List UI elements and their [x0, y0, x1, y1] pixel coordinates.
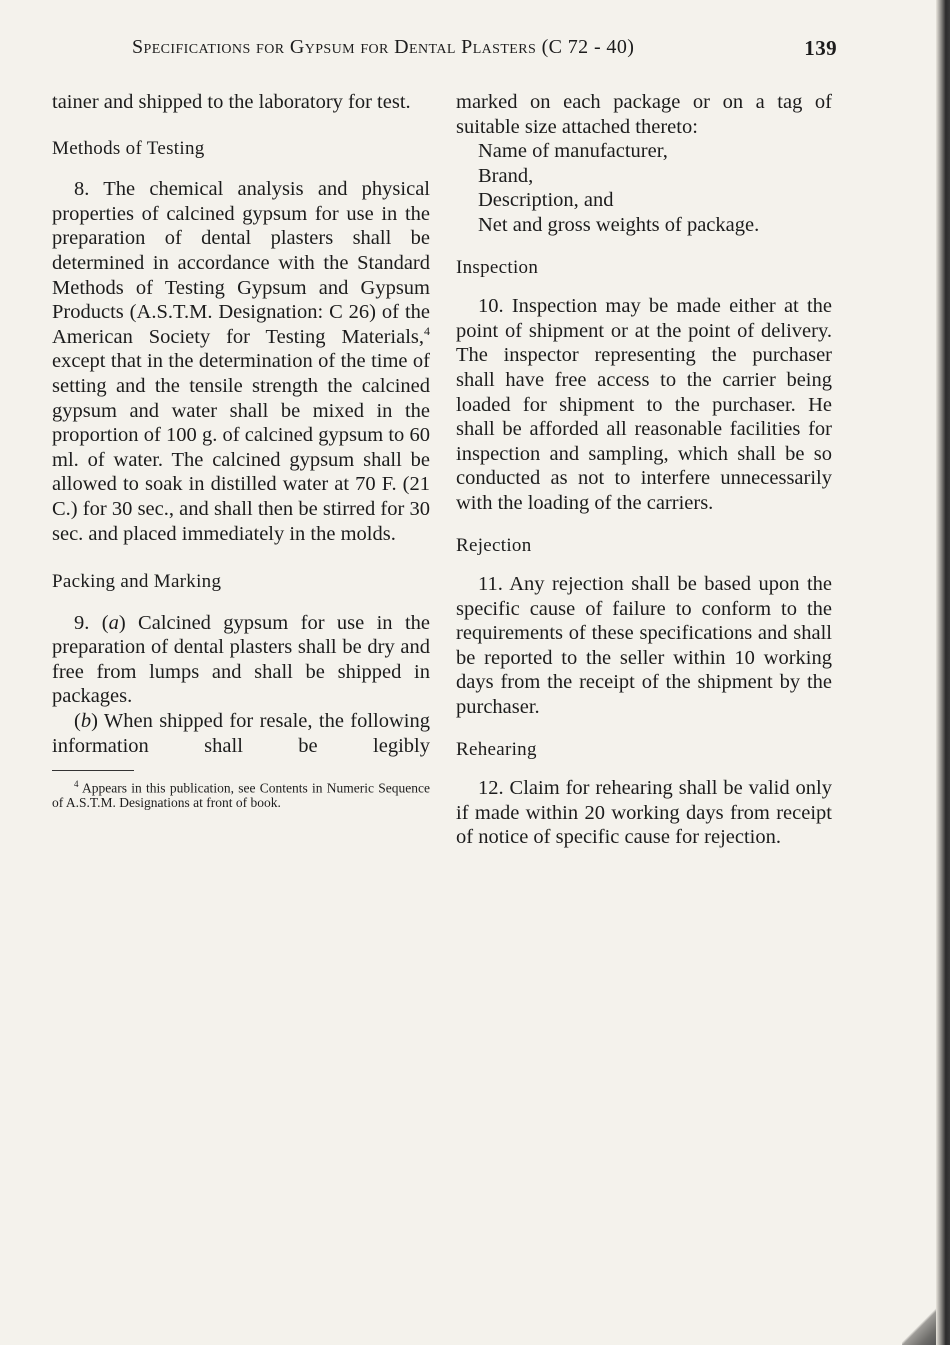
section-12-paragraph: 12. Claim for rehearing shall be valid only if made within 20 working days from receipt of notice of specific cause for rejection. [456, 777, 832, 849]
footnote-marker: 4 [74, 779, 79, 790]
section-11-paragraph: 11. Any rejection shall be based upon the specific cause of failure to conform to the requirements of these specifications and shall be reported to the seller within 10 working days from the receipt of the shipment by the purchaser. [456, 573, 832, 719]
section-9a-number: 9. ( [74, 611, 109, 634]
section-10-paragraph: 10. Inspection may be made either at the point of shipment or at the point of delivery. The inspector representing the purchaser shall have free access to the carrier being loaded for shipment to the purchaser. He shall be afforded all reasonable facilities for inspection and sampling, which shall be so conducted as not to interfere unnecessarily with the loading of the carriers. [456, 295, 832, 514]
section-9b-letter: b [80, 710, 92, 733]
section-9a-paragraph [52, 611, 430, 709]
continued-paragraph: tainer and shipped to the laboratory for test. [52, 91, 411, 113]
section-9b-text: ) When shipped for resale, the following information shall be legibly [52, 710, 430, 757]
page-edge-shadow [936, 0, 950, 1345]
heading-rejection: Rejection [456, 534, 532, 556]
heading-methods-of-testing: Methods of Testing [52, 137, 205, 159]
heading-inspection: Inspection [456, 256, 539, 278]
footnote-reference[interactable]: 4 [424, 323, 430, 338]
page-corner-fold [902, 1305, 936, 1345]
footnote [52, 777, 430, 810]
heading-rehearing: Rehearing [456, 738, 537, 760]
running-title: Specifications for Gypsum for Dental Plasters (C 72 - 40) [132, 36, 635, 58]
list-item: Description, and [478, 189, 614, 212]
footnote-divider [52, 770, 134, 771]
heading-packing-and-marking: Packing and Marking [52, 571, 222, 593]
footnote-text: Appears in this publication, see Contents in Numeric Sequence of A.S.T.M. Designations at front of book. [52, 780, 430, 810]
list-item: Name of manufacturer, [478, 140, 668, 163]
continued-paragraph-right: marked on each package or on a tag of suitable size attached thereto: [456, 91, 832, 138]
list-item: Net and gross weights of package. [478, 213, 760, 236]
section-9a-text: ) Calcined gypsum for use in the preparation of dental plasters shall be dry and free from lumps and shall be shipped in packages. [52, 611, 430, 708]
left-column [52, 90, 430, 810]
section-8-text-a: 8. The chemical analysis and physical properties of calcined gypsum for use in the preparation of dental plasters shall be determined in accordance with the Standard Methods of Testing Gypsum and Gypsum Products (A.S.T.M. Designation: C 26) of the American Society for Testing Materials, [52, 178, 430, 348]
section-8-paragraph [52, 177, 430, 546]
section-9b-open: ( [74, 710, 81, 733]
list-item: Brand, [478, 164, 534, 187]
section-9b-paragraph [52, 709, 430, 758]
marking-list [456, 139, 832, 237]
page-number: 139 [804, 36, 837, 60]
right-column [456, 90, 832, 850]
running-header [132, 36, 837, 66]
section-8-text-b: except that in the determination of the time of setting and the tensile strength the calcined gypsum and water shall be mixed in the proportion of 100 g. of calcined gypsum to 60 ml. of water. The calcined gypsum shall be allowed to soak in distilled water at 70 F. (21 C.) for 30 sec., and shall then be stirred for 30 sec. and placed immediately in the molds. [52, 350, 430, 545]
section-9a-letter: a [108, 611, 119, 634]
